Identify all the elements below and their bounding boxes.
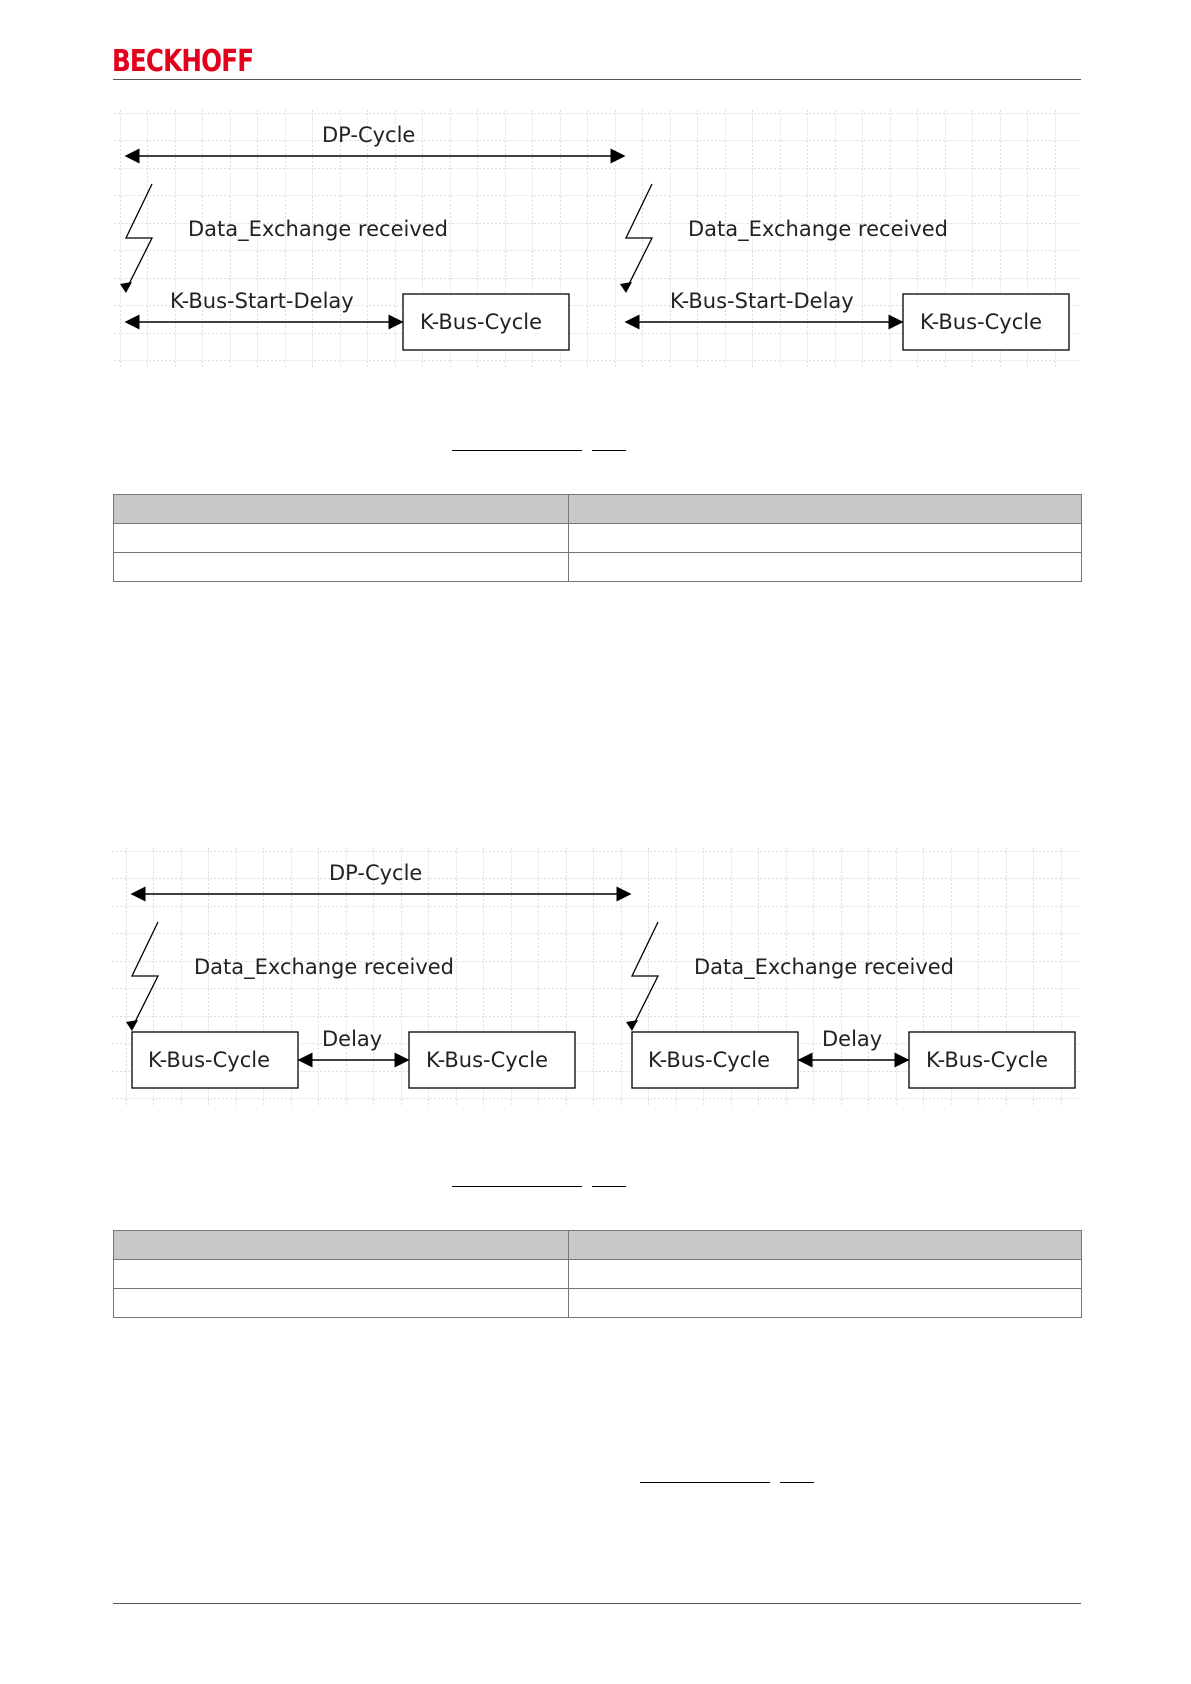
kbus-cycle-label: K-Bus-Cycle xyxy=(420,310,543,334)
link-underline xyxy=(640,1482,770,1483)
table-row xyxy=(114,1260,1082,1289)
table-row xyxy=(114,1289,1082,1318)
table-row xyxy=(114,524,1082,553)
link-underline xyxy=(452,1186,582,1187)
table-header-row xyxy=(114,1231,1082,1260)
footer-rule xyxy=(113,1603,1081,1604)
kbus-cycle-label: K-Bus-Cycle xyxy=(920,310,1043,334)
timing-diagram-start-delay xyxy=(112,110,1080,368)
kbus-cycle-label: K-Bus-Cycle xyxy=(648,1048,771,1072)
table-row xyxy=(114,553,1082,582)
link-underline xyxy=(780,1482,814,1483)
parameter-table xyxy=(113,494,1082,582)
timing-diagram-delay xyxy=(112,848,1080,1106)
data-exchange-label: Data_Exchange received xyxy=(194,955,454,979)
delay-label: Delay xyxy=(822,1027,883,1051)
data-exchange-label: Data_Exchange received xyxy=(694,955,954,979)
brand-logo: BECKHOFF xyxy=(112,44,254,79)
delay-label: Delay xyxy=(322,1027,383,1051)
start-delay-label: K-Bus-Start-Delay xyxy=(170,289,354,313)
kbus-cycle-label: K-Bus-Cycle xyxy=(926,1048,1049,1072)
link-underline xyxy=(592,1186,626,1187)
kbus-cycle-label: K-Bus-Cycle xyxy=(426,1048,549,1072)
dp-cycle-label: DP-Cycle xyxy=(322,123,416,147)
header-rule xyxy=(113,79,1081,80)
table-header-row xyxy=(114,495,1082,524)
data-exchange-label: Data_Exchange received xyxy=(688,217,948,241)
link-underline xyxy=(592,450,626,451)
data-exchange-label: Data_Exchange received xyxy=(188,217,448,241)
start-delay-label: K-Bus-Start-Delay xyxy=(670,289,854,313)
parameter-table xyxy=(113,1230,1082,1318)
dp-cycle-label: DP-Cycle xyxy=(329,861,423,885)
kbus-cycle-label: K-Bus-Cycle xyxy=(148,1048,271,1072)
link-underline xyxy=(452,450,582,451)
